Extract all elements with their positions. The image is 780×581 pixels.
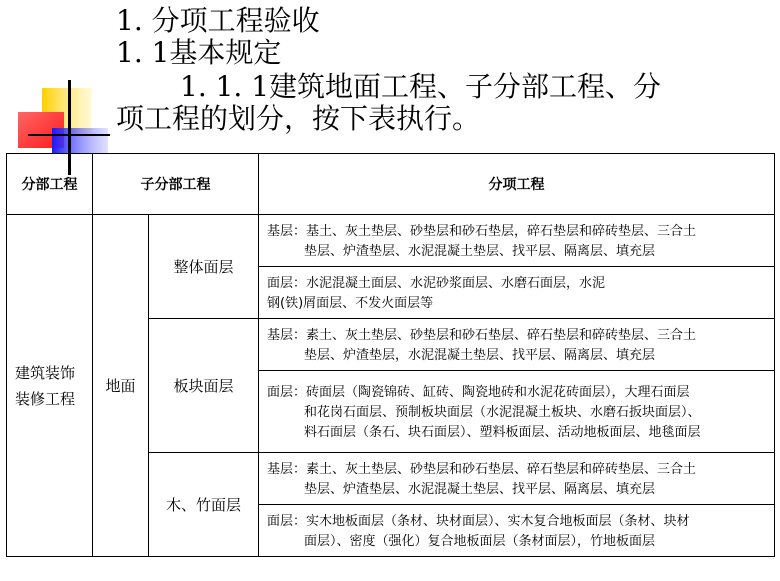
table-header-row bbox=[7, 154, 775, 215]
surface-layer-cell: 面层：砖面层（陶瓷锦砖、缸砖、陶瓷地砖和水泥花砖面层），大理石面层 和花岗石面层、预制板块面层（水泥混凝土板块、水磨石扳块面层）、 料石面层（条石、块石面层）、塑料板面层、活动地板面层、地毯面层 bbox=[259, 371, 775, 453]
group-name-cell: 木、竹面层 bbox=[149, 453, 259, 557]
heading-clause-continued: 项工程的划分，按下表执行。 bbox=[116, 102, 481, 135]
base-layer-cell: 基层：素土、灰土垫层、砂垫层和砂石垫层、碎石垫层和碎砖垫层、三合土 垫层、炉渣垫层、水泥混凝土垫层、找平层、隔离层、填充层 bbox=[259, 453, 775, 505]
table-row bbox=[7, 215, 775, 267]
heading-clause-1-1-1: 1. 1. 1建筑地面工程、子分部工程、分 bbox=[180, 70, 662, 103]
surface-layer-cell: 面层：水泥混凝土面层、水泥砂浆面层、水磨石面层，水泥 钢(铁)屑面层、不发火面层等 bbox=[259, 267, 775, 319]
header-division: 分部工程 bbox=[7, 154, 93, 215]
division-cell: 建筑装饰 装修工程 bbox=[7, 215, 93, 557]
heading-section-1-1: 1. 1基本规定 bbox=[116, 36, 282, 69]
group-name-cell: 整体面层 bbox=[149, 215, 259, 319]
division-table bbox=[6, 153, 775, 557]
heading-section-1: 1. 分项工程验收 bbox=[116, 4, 320, 37]
header-item: 分项工程 bbox=[259, 154, 775, 215]
header-subdivision: 子分部工程 bbox=[93, 154, 259, 215]
group-name-cell: 板块面层 bbox=[149, 319, 259, 453]
subdivision-cell: 地面 bbox=[93, 215, 149, 557]
base-layer-cell: 基层：基土、灰土垫层、砂垫层和砂石垫层，碎石垫层和碎砖垫层、三合土 垫层、炉渣垫层、水泥混凝土垫层、找平层、隔离层、填充层 bbox=[259, 215, 775, 267]
base-layer-cell: 基层：素土、灰土垫层、砂垫层和砂石垫层、碎石垫层和碎砖垫层、三合土 垫层、炉渣垫层，水泥混凝土垫层、找平层、隔离层、填充层 bbox=[259, 319, 775, 371]
surface-layer-cell: 面层：实木地板面层（条材、块材面层）、实木复合地板面层（条材、块材 面层）、密度（强化）复合地板面层（条材面层），竹地板面层 bbox=[259, 505, 775, 557]
